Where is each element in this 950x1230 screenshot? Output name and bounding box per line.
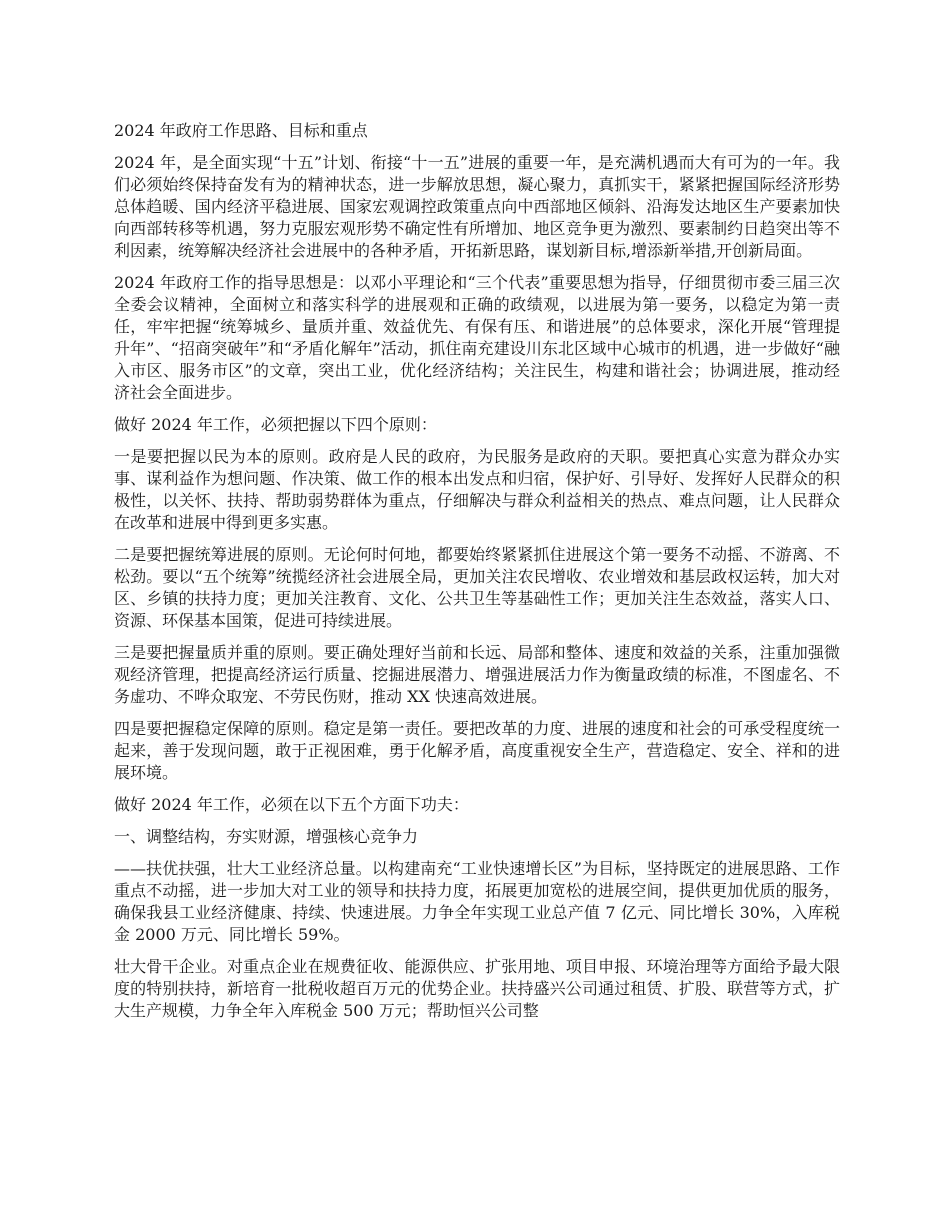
paragraph-five-aspects-heading: 做好 2024 年工作，必须在以下五个方面下功夫： (114, 795, 469, 814)
paragraph-principle-2: 二是要把握统筹进展的原则。无论何时何地，都要始终紧紧抓住进展这个第一要务不动摇、不游离、不松劲。要以“五个统筹”统揽经济社会进展全局，更加关注农民增收、农业增效和基层政权运转，加大对区、乡镇的扶持力度；更加关注教育、文化、公共卫生等基础性工作；更加关注生态效益，落实人口、资源、环保基本国策，促进可持续进展。 (114, 545, 840, 630)
paragraph-intro: 2024 年，是全面实现“十五”计划、衔接“十一五”进展的重要一年，是充满机遇而大有可为的一年。我们必须始终保持奋发有为的精神状态，进一步解放思想，凝心聚力，真抓实干，紧紧把握国际经济形势总体趋暖、国内经济平稳进展、国家宏观调控政策重点向中西部地区倾斜、沿海发达地区生产要素加快向西部转移等机遇，努力克服宏观形势不确定性有所增加、地区竞争更为激烈、要素制约日趋突出等不利因素，统筹解决经济社会进展中的各种矛盾，开拓新思路，谋划新目标,增添新举措,开创新局面。 (114, 153, 840, 260)
paragraph-backbone-enterprises: 壮大骨干企业。对重点企业在规费征收、能源供应、扩张用地、项目申报、环境治理等方面给予最大限度的特别扶持，新培育一批税收超百万元的优势企业。扶持盛兴公司通过租赁、扩股、联营等方式，扩大生产规模，力争全年入库税金 500 万元；帮助恒兴公司整 (114, 957, 840, 1020)
paragraph-principle-4: 四是要把握稳定保障的原则。稳定是第一责任。要把改革的力度、进展的速度和社会的可承受程度统一起来，善于发现问题，敢于正视困难，勇于化解矛盾，高度重视安全生产，营造稳定、安全、祥和的进展环境。 (114, 719, 840, 782)
section-heading-1: 一、调整结构，夯实财源，增强核心竞争力 (114, 827, 419, 846)
paragraph-four-principles-heading: 做好 2024 年工作，必须把握以下四个原则： (114, 415, 437, 434)
paragraph-principle-3: 三是要把握量质并重的原则。要正确处理好当前和长远、局部和整体、速度和效益的关系，注重加强微观经济管理，把提高经济运行质量、挖掘进展潜力、增强进展活力作为衡量政绩的标准，不图虚名、不务虚功、不哗众取宠、不劳民伤财，推动 XX 快速高效进展。 (114, 643, 840, 706)
paragraph-principle-1: 一是要把握以民为本的原则。政府是人民的政府，为民服务是政府的天职。要把真心实意为群众办实事、谋利益作为想问题、作决策、做工作的根本出发点和归宿，保护好、引导好、发挥好人民群众的积极性，以关怀、扶持、帮助弱势群体为重点，仔细解决与群众利益相关的热点、难点问题，让人民群众在改革和进展中得到更多实惠。 (114, 447, 840, 532)
paragraph-industry-growth: ——扶优扶强，壮大工业经济总量。以构建南充“工业快速增长区”为目标，坚持既定的进展思路、工作重点不动摇，进一步加大对工业的领导和扶持力度，拓展更加宽松的进展空间，提供更加优质的服务，确保我县工业经济健康、持续、快速进展。力争全年实现工业总产值 7 亿元、同比增长 30%，入库税金 2000 万元、同比增长 59%。 (114, 859, 840, 944)
document-page (114, 120, 840, 1032)
document-title: 2024 年政府工作思路、目标和重点 (114, 121, 368, 140)
paragraph-guiding-thought: 2024 年政府工作的指导思想是：以邓小平理论和“三个代表”重要思想为指导，仔细贯彻市委三届三次全委会议精神，全面树立和落实科学的进展观和正确的政绩观，以进展为第一要务，以稳定为第一责任，牢牢把握“统筹城乡、量质并重、效益优先、有保有压、和谐进展”的总体要求，深化开展“管理提升年”、“招商突破年”和“矛盾化解年”活动，抓住南充建设川东北区域中心城市的机遇，进一步做好“融入市区、服务市区”的文章，突出工业，优化经济结构；关注民生，构建和谐社会；协调进展，推动经济社会全面进步。 (114, 273, 840, 402)
